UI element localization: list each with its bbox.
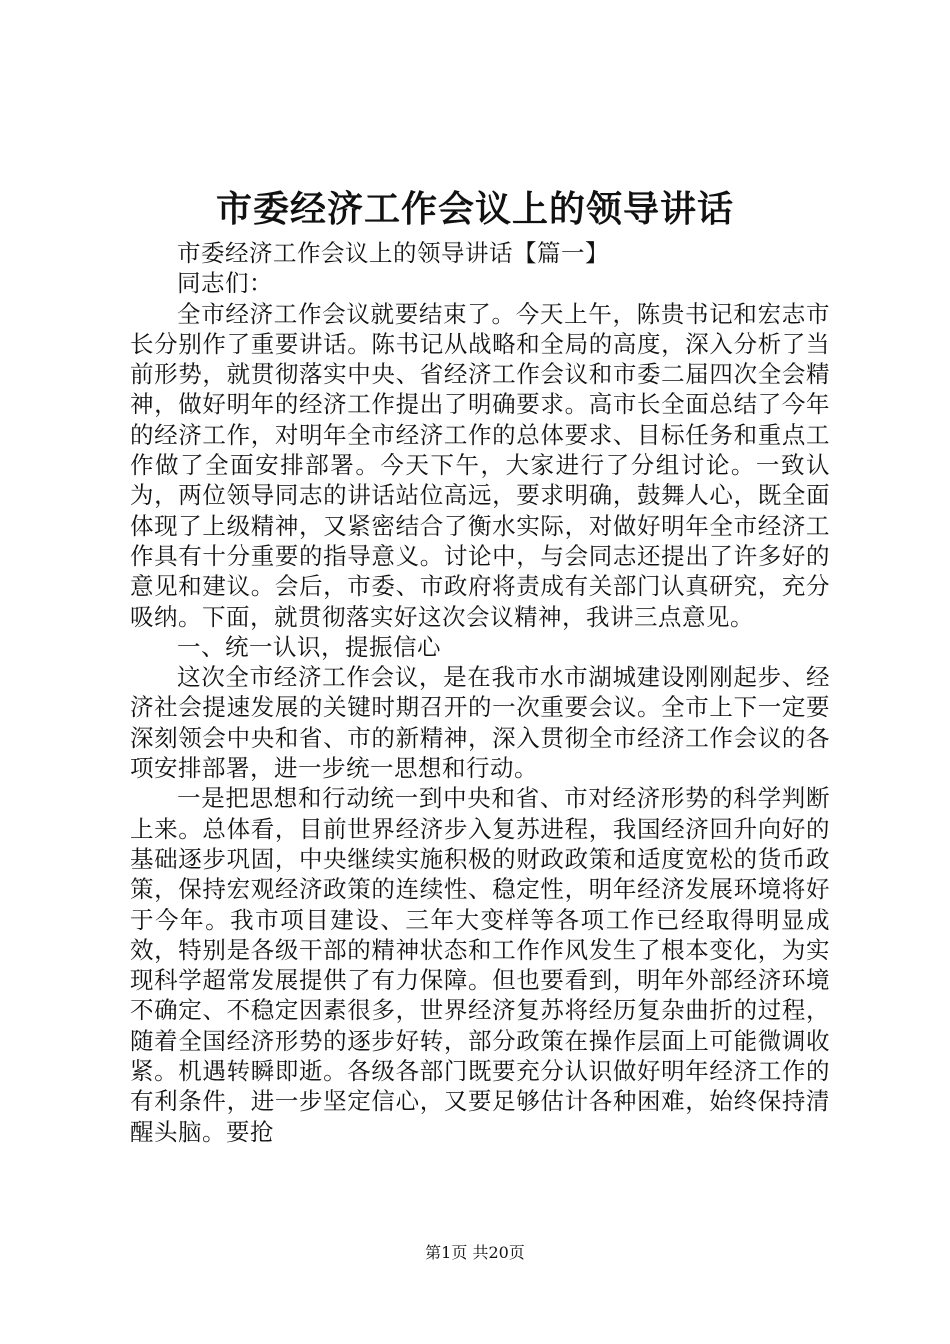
- document-body: [130, 238, 830, 1147]
- document-title: 市委经济工作会议上的领导讲话: [215, 188, 734, 230]
- page-footer: 第1页 共20页: [425, 1243, 525, 1262]
- section-heading: 市委经济工作会议上的领导讲话【篇一】: [177, 239, 609, 267]
- body-paragraph: 一是把思想和行动统一到中央和省、市对经济形势的科学判断上来。总体看，目前世界经济步入复苏进程，我国经济回升向好的基础逐步巩固，中央继续实施积极的财政政策和适度宽松的货币政策，保持宏观经济政策的连续性、稳定性，明年经济发展环境将好于今年。我市项目建设、三年大变样等各项工作已经取得明显成效，特别是各级干部的精神状态和工作作风发生了根本变化，为实现科学超常发展提供了有力保障。但也要看到，明年外部经济环境不确定、不稳定因素很多，世界经济复苏将经历复杂曲折的过程，随着全国经济形势的逐步好转，部分政策在操作层面上可能微调收紧。机遇转瞬即逝。各级各部门既要充分认识做好明年经济工作的有利条件，进一步坚定信心，又要足够估计各种困难，始终保持清醒头脑。要抢: [130, 784, 830, 1146]
- salutation: 同志们：: [177, 269, 273, 298]
- body-paragraph: 这次全市经济工作会议，是在我市水市湖城建设刚刚起步、经济社会提速发展的关键时期召开的一次重要会议。全市上下一定要深刻领会中央和省、市的新精神，深入贯彻全市经济工作会议的各项安排部署，进一步统一思想和行动。: [130, 663, 830, 783]
- subsection-heading: 一、统一认识，提振信心: [177, 632, 441, 661]
- body-paragraph: 全市经济工作会议就要结束了。今天上午，陈贵书记和宏志市长分别作了重要讲话。陈书记从战略和全局的高度，深入分析了当前形势，就贯彻落实中央、省经济工作会议和市委二届四次全会精神，做好明年的经济工作提出了明确要求。高市长全面总结了今年的经济工作，对明年全市经济工作的总体要求、目标任务和重点工作做了全面安排部署。今天下午，大家进行了分组讨论。一致认为，两位领导同志的讲话站位高远，要求明确，鼓舞人心，既全面体现了上级精神，又紧密结合了衡水实际，对做好明年全市经济工作具有十分重要的指导意义。讨论中，与会同志还提出了许多好的意见和建议。会后，市委、市政府将责成有关部门认真研究，充分吸纳。下面，就贯彻落实好这次会议精神，我讲三点意见。: [130, 299, 830, 631]
